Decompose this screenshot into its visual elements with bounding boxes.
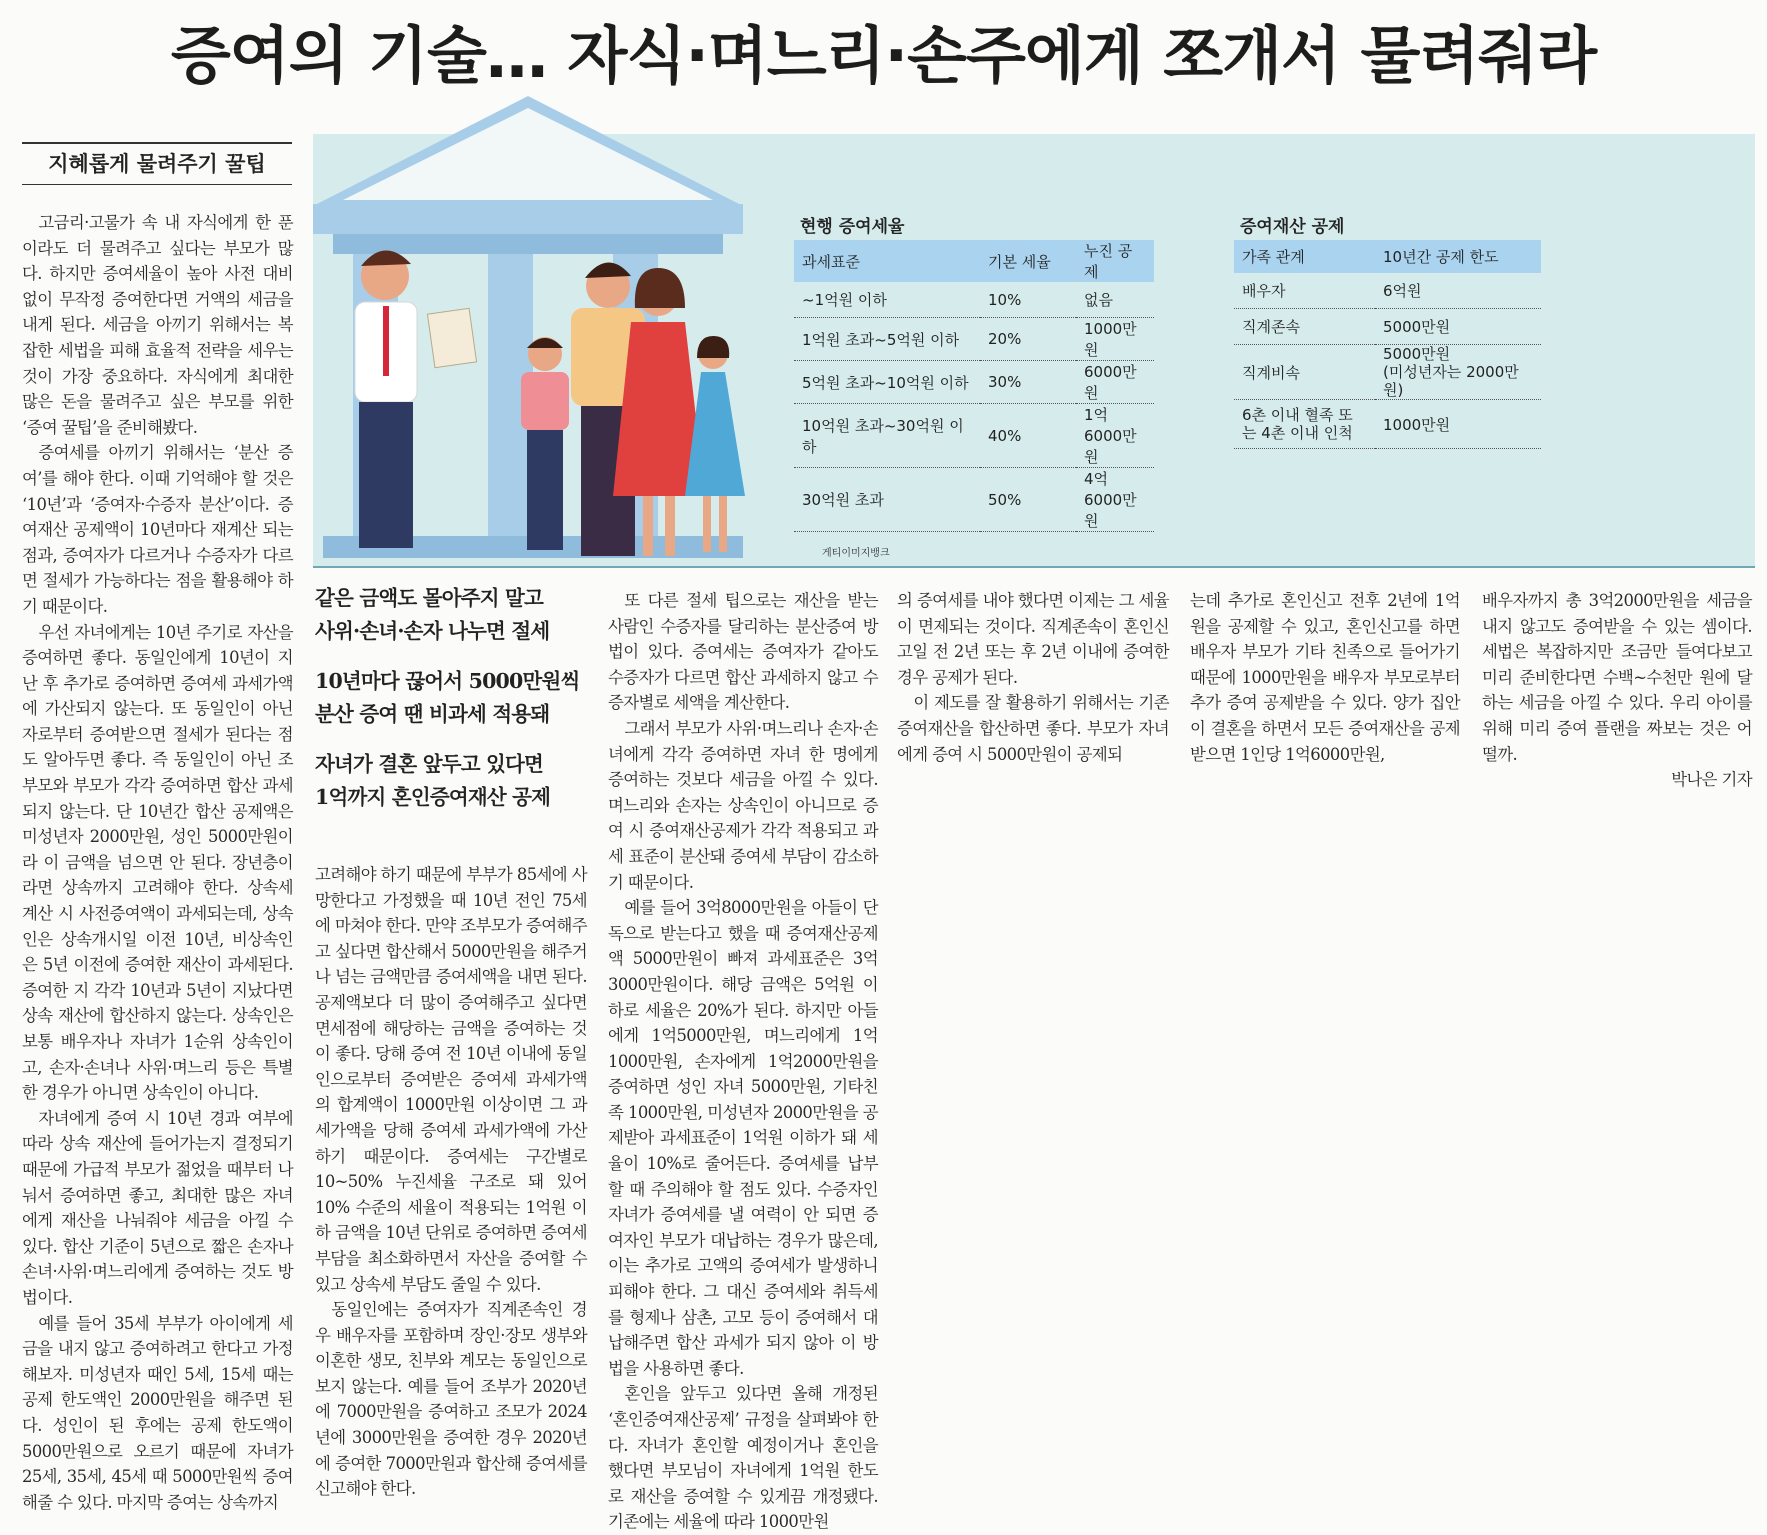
subheads — [315, 582, 585, 831]
deduction-table-title: 증여재산 공제 — [1240, 217, 1345, 237]
table-header-row: 과세표준 기본 세율 누진 공제 — [794, 240, 1154, 282]
man-tie — [383, 306, 389, 376]
subhead: 같은 금액도 몰아주지 말고 사위·손녀·손자 나누면 절세 — [315, 586, 550, 643]
building-frieze — [313, 204, 743, 234]
table-row: 6촌 이내 혈족 또는 4촌 이내 인척 1000만원 — [1234, 400, 1541, 449]
body-column-6: 배우자까지 총 3억2000만원을 세금을 내지 않고도 증여받을 수 있는 셈이다. 세법은 복잡하지만 조금만 들여다보고 미리 준비한다면 수백~수천만 원에 달하는 세금을 아낄 수 있다. 우리 아이를 위해 미리 증여 플랜을 짜보는 것은 어떨까. 박나은 기자 — [1482, 588, 1752, 793]
subhead: 10년마다 끊어서 5000만원씩 분산 증여 땐 비과세 적용돼 — [315, 669, 580, 726]
headline: 증여의 기술… 자식·며느리·손주에게 쪼개서 물려줘라 — [170, 19, 1597, 92]
table-row: 배우자 6억원 — [1234, 273, 1541, 309]
table-row: 직계존속 5000만원 — [1234, 309, 1541, 345]
table-row: 30억원 초과 50% 4억6000만원 — [794, 468, 1154, 532]
photo-credit: 게티이미지뱅크 — [822, 548, 890, 559]
body-column-3: 또 다른 절세 팁으로는 재산을 받는 사람인 수증자를 달리하는 분산증여 방법이 있다. 증여세는 증여자가 같아도 수증자가 다르면 합산 과세하지 않고 수증자별로 세액을 계산한다. 그래서 부모가 사위·며느리나 손자·손녀에게 각각 증여하면 자녀 한 명에게 증여하는 것보다 세금을 아낄 수 있다. 며느리와 손자는 상속인이 아니므로 증여 시 증여재산공제가 각각 적용되고 과세 표준이 분산돼 증여세 부담이 감소하기 때문이다. 예를 들어 3억8000만원을 아들이 단독으로 받는다고 했을 때 증여재산공제액 5000만원이 빠져 과세표준은 3억3000만원이다. 해당 금액은 5억원 이하로 세율은 20%가 된다. 하지만 아들에게 1억5000만원, 며느리에게 1억1000만원, 손자에게 1억2000만원을 증여하면 성인 자녀 5000만원, 기타친족 1000만원, 미성년자 2000만원을 공제받아 과세표준이 1억원 이하가 돼 세율이 10%로 줄어든다. 증여세를 납부할 때 주의해야 할 점도 있다. 수증자인 자녀가 증여세를 낼 여력이 안 되면 증여자인 부모가 대납하는 경우가 많은데, 이는 추가로 고액의 증여세가 발생하니 피해야 한다. 그 대신 증여세와 취득세를 형제나 삼촌, 고모 등이 증여해서 대납해주면 합산 과세가 되지 않아 이 방법을 사용하면 좋다. 혼인을 앞두고 있다면 올해 개정된 ‘혼인증여재산공제’ 규정을 살펴봐야 한다. 자녀가 혼인할 예정이거나 혼인을 했다면 부모님이 자녀에게 1억원 한도로 재산을 증여할 수 있게끔 개정됐다. 기존에는 세율에 따라 1000만원 — [608, 591, 878, 1532]
table-row: 직계비속 5000만원 (미성년자는 2000만원) — [1234, 345, 1541, 400]
body-column-4: 의 증여세를 내야 했다면 이제는 그 세율이 면제되는 것이다. 직계존속이 혼인신고일 전 2년 또는 후 2년 이내에 증여한 경우 공제가 된다. 이 제도를 잘 활용하기 위해서는 기존 증여재산을 합산하면 좋다. 부모가 자녀에게 증여 시 5000만원이 공제되 — [897, 591, 1169, 764]
body-column-5: 는데 추가로 혼인신고 전후 2년에 1억원을 공제할 수 있고, 혼인신고를 하면 배우자 부모가 기타 친족으로 들어가기 때문에 1000만원을 배우자 부모로부터 추가 증여 공제받을 수 있다. 양가 집안이 결혼을 하면서 모든 증여재산을 공제받으면 1인당 1억6000만원, — [1190, 591, 1460, 764]
graphic-rule — [313, 566, 1755, 568]
table-row: 5억원 초과~10억원 이하 30% 6000만원 — [794, 361, 1154, 404]
infographic — [313, 96, 1755, 566]
deduction-table — [1234, 240, 1541, 449]
document — [427, 308, 476, 367]
table-header-row: 가족 관계 10년간 공제 한도 — [1234, 240, 1541, 273]
table-row: 1억원 초과~5억원 이하 20% 1000만원 — [794, 318, 1154, 361]
man-trousers — [359, 402, 413, 548]
subhead: 자녀가 결혼 앞두고 있다면 1억까지 혼인증여재산 공제 — [315, 752, 551, 809]
body-column-1: 고금리·고물가 속 내 자식에게 한 푼이라도 더 물려주고 싶다는 부모가 많다. 하지만 증여세율이 높아 사전 대비 없이 무작정 증여한다면 거액의 세금을 내게 된다. 세금을 아끼기 위해서는 복잡한 세법을 피해 효율적 전략을 세우는 것이 가장 중요하다. 자식에게 최대한 많은 돈을 물려주고 싶은 부모를 위한 ‘증여 꿀팁’을 준비해봤다. 증여세를 아끼기 위해서는 ‘분산 증여’를 해야 한다. 이때 기억해야 할 것은 ‘10년’과 ‘증여자·수증자 분산’이다. 증여재산 공제액이 10년마다 재계산 되는 점과, 증여자가 다르거나 수증자가 다르면 절세가 가능하다는 점을 활용해야 하기 때문이다. 우선 자녀에게는 10년 주기로 자산을 증여하면 좋다. 동일인에게 10년이 지난 후 추가로 증여하면 증여세 과세가액에 가산되지 않는다. 또 동일인이 아닌 자로부터 증여받으면 절세가 된다는 점도 알아두면 좋다. 즉 동일인이 아닌 조부모와 부모가 각각 증여하면 합산 과세되지 않는다. 단 10년간 합산 공제액은 미성년자 2000만원, 성인 5000만원이라 이 금액을 넘으면 안 된다. 장년층이라면 상속까지 고려해야 한다. 상속세 계산 시 사전증여액이 과세되는데, 상속인은 상속개시일 이전 10년, 비상속인은 5년 이전에 증여한 재산이 과세된다. 증여한 지 각각 10년과 5년이 지났다면 상속 재산에 합산하지 않는다. 상속인은 보통 배우자나 자녀가 1순위 상속인이고, 손자·손녀나 사위·며느리 등은 특별한 경우가 아니면 상속인이 아니다. 자녀에게 증여 시 10년 경과 여부에 따라 상속 재산에 들어가는지 결정되기 때문에 가급적 부모가 젊었을 때부터 나눠서 증여하면 좋고, 최대한 많은 자녀에게 재산을 나눠줘야 세금을 아낄 수 있다. 합산 기준이 5년으로 짧은 손자나 손녀·사위·며느리에게 증여하는 것도 방법이다. 예를 들어 35세 부부가 아이에게 세금을 내지 않고 증여하려고 한다고 가정해보자. 미성년자 때인 5세, 15세 때는 공제 한도액인 2000만원을 해주면 된다. 성인이 된 후에는 공제 한도액이 5000만원으로 오르기 때문에 자녀가 25세, 35세, 45세 때 5000만원씩 증여해줄 수 있다. 마지막 증여는 상속까지 — [22, 213, 293, 1512]
table-row: 10억원 초과~30억원 이하 40% 1억6000만원 — [794, 404, 1154, 468]
tax-rate-table — [794, 240, 1154, 532]
tax-table-title: 현행 증여세율 — [800, 217, 905, 237]
table-row: ~1억원 이하 10% 없음 — [794, 282, 1154, 318]
sidebar-title: 지혜롭게 물려주기 꿀팁 — [48, 152, 266, 176]
boy-trousers — [527, 430, 563, 550]
byline: 박나은 기자 — [1671, 770, 1752, 790]
body-column-2: 고려해야 하기 때문에 부부가 85세에 사망한다고 가정했을 때 10년 전인 75세에 마쳐야 한다. 만약 조부모가 증여해주고 싶다면 합산해서 5000만원을 해주거나 넘는 금액만큼 증여세액을 내면 된다. 공제액보다 더 많이 증여해주고 싶다면 면세점에 해당하는 금액을 증여하는 것이 좋다. 당해 증여 전 10년 이내에 동일인으로부터 증여받은 증여세 과세가액의 합계액이 1000만원 이상이면 그 과세가액을 당해 증여세 과세가액에 가산하기 때문이다. 증여세는 구간별로 10~50% 누진세율 구조로 돼 있어 10% 수준의 세율이 적용되는 1억원 이하 금액을 10년 단위로 증여하면 증여세 부담을 최소화하면서 자산을 증여할 수 있고 상속세 부담도 줄일 수 있다. 동일인에는 증여자가 직계존속인 경우 배우자를 포함하며 장인·장모 생부와 이혼한 생모, 친부와 계모는 동일인으로 보지 않는다. 예를 들어 조부가 2020년에 7000만원을 증여하고 조모가 2024년에 3000만원을 증여한 경우 2020년에 증여한 7000만원과 합산해 증여세를 신고해야 한다. — [315, 865, 587, 1499]
boy-shirt — [521, 372, 569, 430]
